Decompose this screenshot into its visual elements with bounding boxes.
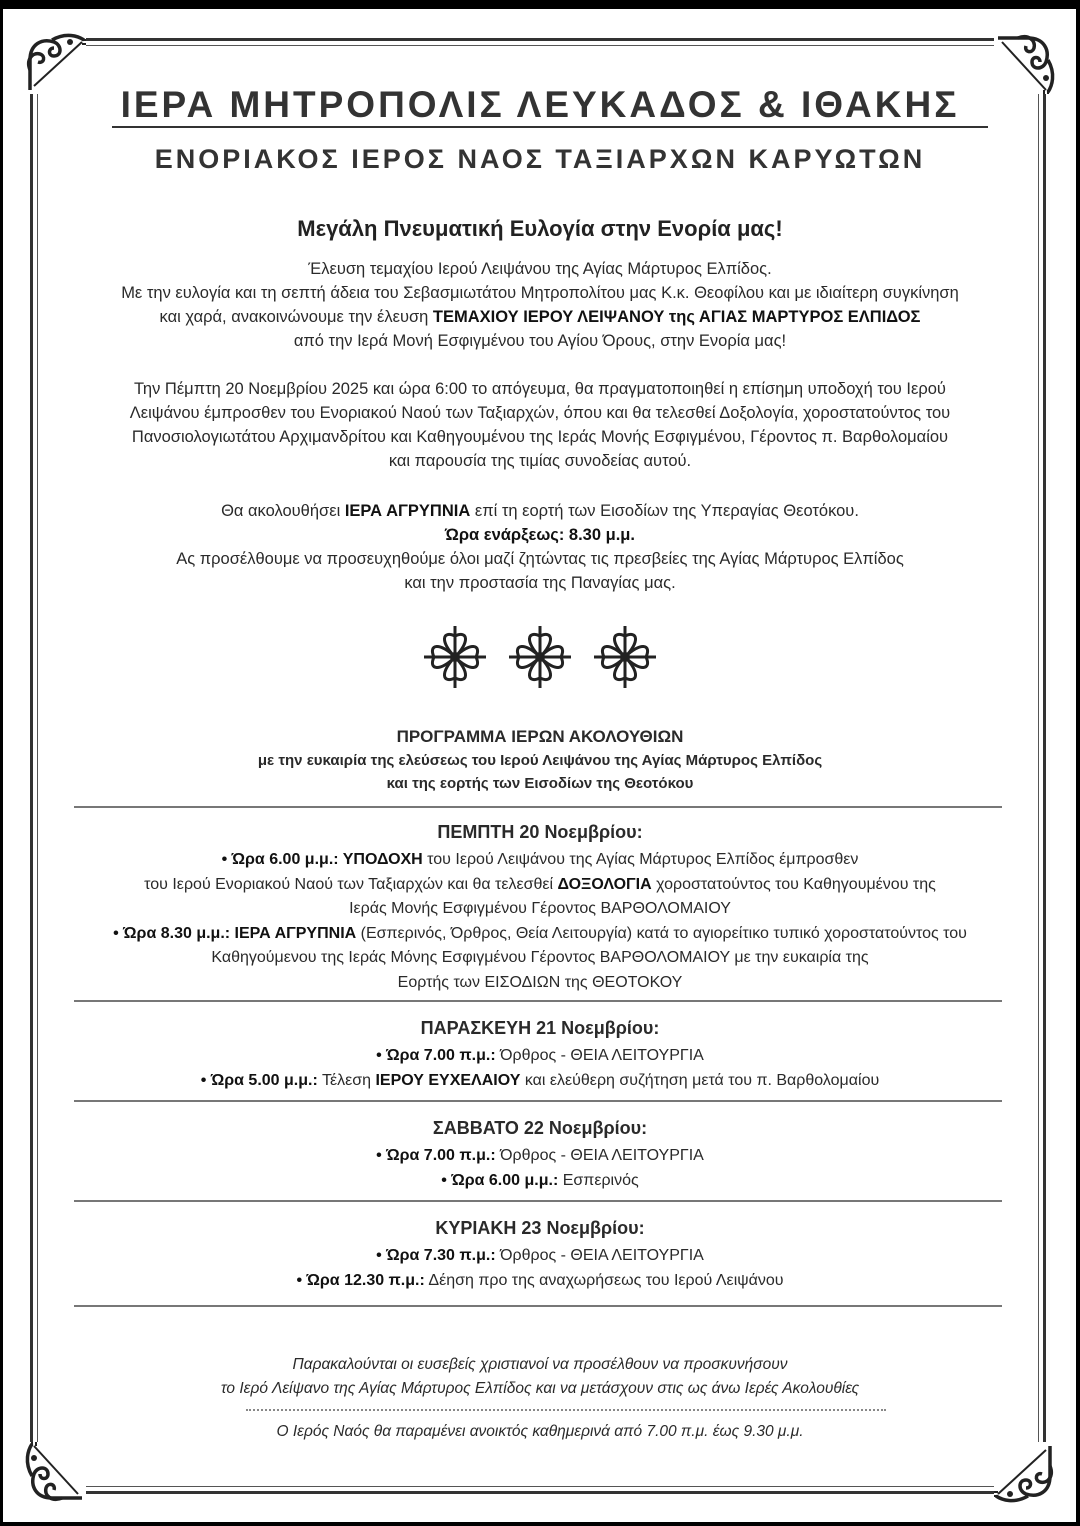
bold-text: • Ώρα 7.30 π.μ.:	[376, 1247, 496, 1264]
schedule-line	[0, 900, 1080, 918]
intro-line	[0, 284, 1080, 303]
text: Έλευση τεμαχίου Ιερού Λειψάνου της Αγίας Μάρτυρος Ελπίδος.	[308, 260, 772, 278]
text: του Ιερού Λειψάνου της Αγίας Μάρτυρος Ελπίδος έμπροσθεν	[422, 851, 859, 868]
section-divider	[74, 1200, 1002, 1202]
text: (Εσπερινός, Όρθρος, Θεία Λειτουργία) κατά το αγιορείτικο τυπικό χοροστατούντος του	[356, 924, 967, 942]
text: Τέλεση	[317, 1071, 376, 1089]
text: χοροστατούντος του Καθηγουμένου της	[651, 875, 936, 893]
intro-line	[0, 380, 1080, 399]
section-divider	[74, 1100, 1002, 1102]
intro-line	[0, 502, 1080, 521]
schedule-line	[0, 1247, 1080, 1265]
text: Πανοσιολογιωτάτου Αρχιμανδρίτου και Καθηγουμένου της Ιεράς Μονής Εσφιγμένου, Γέροντος π. Βαρθολομαίου	[131, 428, 949, 446]
text: Ιεράς Μονής Εσφιγμένου Γέροντος ΒΑΡΘΟΛΟΜΑΙΟΥ	[349, 900, 731, 917]
bold-text: • Ώρα 5.00 μ.μ.:	[200, 1071, 318, 1089]
footer-note: το Ιερό Λείψανο της Αγίας Μάρτυρος Ελπίδος και να μετάσχουν στις ως άνω Ιερές Ακολουθίες	[220, 1380, 860, 1397]
page-subtitle: ΕΝΟΡΙΑΚΟΣ ΙΕΡΟΣ ΝΑΟΣ ΤΑΞΙΑΡΧΩΝ ΚΑΡΥΩΤΩΝ	[154, 144, 926, 174]
schedule-line	[0, 1172, 1080, 1190]
text: Όρθρος - ΘΕΙΑ ΛΕΙΤΟΥΡΓΙΑ	[495, 1047, 704, 1064]
program-subtitle: με την ευκαιρία της ελεύσεως του Ιερού Λειψάνου της Αγίας Μάρτυρος Ελπίδος	[257, 752, 823, 769]
text: Καθηγούμενου της Ιεράς Μόνης Εσφιγμένου Γέροντος ΒΑΡΘΟΛΟΜΑΙΟΥ με την ευκαιρία της	[211, 949, 869, 966]
bold-text: • Ώρα 6.00 μ.μ.:	[441, 1171, 559, 1189]
day-heading: ΣΑΒΒΑΤΟ 22 Νοεμβρίου:	[432, 1118, 648, 1138]
day-heading: ΠΑΡΑΣΚΕΥΗ 21 Νοεμβρίου:	[420, 1018, 660, 1038]
fleuron-icon	[505, 622, 575, 692]
program-title: ΠΡΟΓΡΑΜΜΑ ΙΕΡΩΝ ΑΚΟΛΟΥΘΙΩΝ	[396, 727, 684, 746]
text: επί τη εορτή των Εισοδίων της Υπεραγίας Θεοτόκου.	[470, 502, 859, 520]
bold-text: • Ώρα 8.30 μ.μ.: ΙΕΡΑ ΑΓΡΥΠΝΙΑ	[113, 924, 357, 942]
intro-line	[0, 332, 1080, 351]
bold-text: • Ώρα 7.00 π.μ.:	[376, 1147, 496, 1164]
intro-line	[0, 404, 1080, 423]
bold-text: • Ώρα 6.00 μ.μ.: ΥΠΟΔΟΧΗ	[221, 851, 423, 868]
corner-scroll-icon	[22, 1442, 86, 1506]
text: Όρθρος - ΘΕΙΑ ΛΕΙΤΟΥΡΓΙΑ	[495, 1247, 704, 1264]
text: Με την ευλογία και τη σεπτή άδεια του Σεβασμιωτάτου Μητροπολίτου μας Κ.κ. Θεοφίλου και με ιδιαίτερη συγκίνηση	[121, 284, 959, 302]
bold-text: ΙΕΡΟΥ ΕΥΧΕΛΑΙΟΥ	[375, 1071, 521, 1089]
text: Θα ακολουθήσει	[221, 502, 345, 520]
intro-line	[0, 452, 1080, 471]
schedule-line	[0, 851, 1080, 869]
fleuron-icon	[420, 622, 490, 692]
schedule-line	[0, 876, 1080, 894]
opening-hours: Ο Ιερός Ναός θα παραμένει ανοικτός καθημερινά από 7.00 π.μ. έως 9.30 μ.μ.	[276, 1423, 804, 1440]
bold-text: • Ώρα 7.00 π.μ.:	[376, 1047, 496, 1064]
intro-line	[0, 574, 1080, 593]
text: και χαρά, ανακοινώνουμε την έλευση	[159, 308, 433, 326]
section-divider	[74, 806, 1002, 808]
dotted-divider	[246, 1409, 886, 1411]
bold-text: Ώρα ενάρξεως: 8.30 μ.μ.	[445, 526, 635, 544]
black-edge	[0, 0, 1080, 9]
bold-text: ΙΕΡΑ ΑΓΡΥΠΝΙΑ	[344, 502, 471, 520]
text: από την Ιερά Μονή Εσφιγμένου του Αγίου Όρους, στην Ενορία μας!	[293, 332, 787, 350]
section-divider	[74, 1000, 1002, 1002]
bold-text: • Ώρα 12.30 π.μ.:	[296, 1271, 425, 1289]
schedule-line	[0, 1072, 1080, 1090]
black-edge	[0, 1522, 1080, 1526]
schedule-line	[0, 1272, 1080, 1290]
footer-note: Παρακαλούνται οι ευσεβείς χριστιανοί να προσέλθουν να προσκυνήσουν	[292, 1356, 788, 1373]
text: Λειψάνου έμπροσθεν του Ενοριακού Ναού των Ταξιαρχών, όπου και θα τελεσθεί Δοξολογία, χοροστατούντος του	[129, 404, 951, 422]
intro-line	[0, 550, 1080, 569]
text: και την προστασία της Παναγίας μας.	[404, 574, 676, 592]
schedule-line	[0, 1147, 1080, 1165]
intro-line	[0, 428, 1080, 447]
day-heading: ΚΥΡΙΑΚΗ 23 Νοεμβρίου:	[435, 1218, 645, 1238]
schedule-line	[0, 974, 1080, 992]
text: Όρθρος - ΘΕΙΑ ΛΕΙΤΟΥΡΓΙΑ	[495, 1147, 704, 1164]
title-underline	[112, 126, 988, 128]
text: Εσπερινός	[558, 1171, 639, 1189]
schedule-line	[0, 925, 1080, 943]
schedule-line	[0, 1047, 1080, 1065]
fleuron-icon	[590, 622, 660, 692]
day-heading: ΠΕΜΠΤΗ 20 Νοεμβρίου:	[437, 822, 643, 842]
section-divider	[74, 1305, 1002, 1307]
page-title: ΙΕΡΑ ΜΗΤΡΟΠΟΛΙΣ ΛΕΥΚΑΔΟΣ & ΙΘΑΚΗΣ	[120, 84, 960, 125]
bold-text: ΔΟΞΟΛΟΓΙΑ	[557, 875, 652, 893]
bold-text: ΤΕΜΑΧΙΟΥ ΙΕΡΟΥ ΛΕΙΨΑΝΟΥ της ΑΓΙΑΣ ΜΑΡΤΥΡΟΣ ΕΛΠΙΔΟΣ	[432, 308, 921, 326]
text: Δέηση προ της αναχωρήσεως του Ιερού Λειψάνου	[424, 1271, 784, 1289]
corner-scroll-icon	[994, 1442, 1058, 1506]
intro-line	[0, 308, 1080, 327]
intro-line	[0, 526, 1080, 545]
program-subtitle: και της εορτής των Εισοδίων της Θεοτόκου	[386, 775, 694, 792]
headline: Μεγάλη Πνευματική Ευλογία στην Ενορία μας!	[297, 216, 783, 241]
text: Ας προσέλθουμε να προσευχηθούμε όλοι μαζί ζητώντας τις πρεσβείες της Αγίας Μάρτυρος Ελπίδος	[176, 550, 904, 568]
text: και παρουσία της τιμίας συνοδείας αυτού.	[388, 452, 692, 470]
intro-line	[0, 260, 1080, 279]
text: Εορτής των ΕΙΣΟΔΙΩΝ της ΘΕΟΤΟΚΟΥ	[397, 973, 683, 991]
text: Την Πέμπτη 20 Νοεμβρίου 2025 και ώρα 6:00 το απόγευμα, θα πραγματοποιηθεί η επίσημη υποδοχή του Ιερού	[134, 380, 946, 398]
text: και ελεύθερη συζήτηση μετά του π. Βαρθολομαίου	[520, 1071, 880, 1089]
schedule-line	[0, 949, 1080, 967]
text: του Ιερού Ενοριακού Ναού των Ταξιαρχών και θα τελεσθεί	[144, 875, 558, 893]
